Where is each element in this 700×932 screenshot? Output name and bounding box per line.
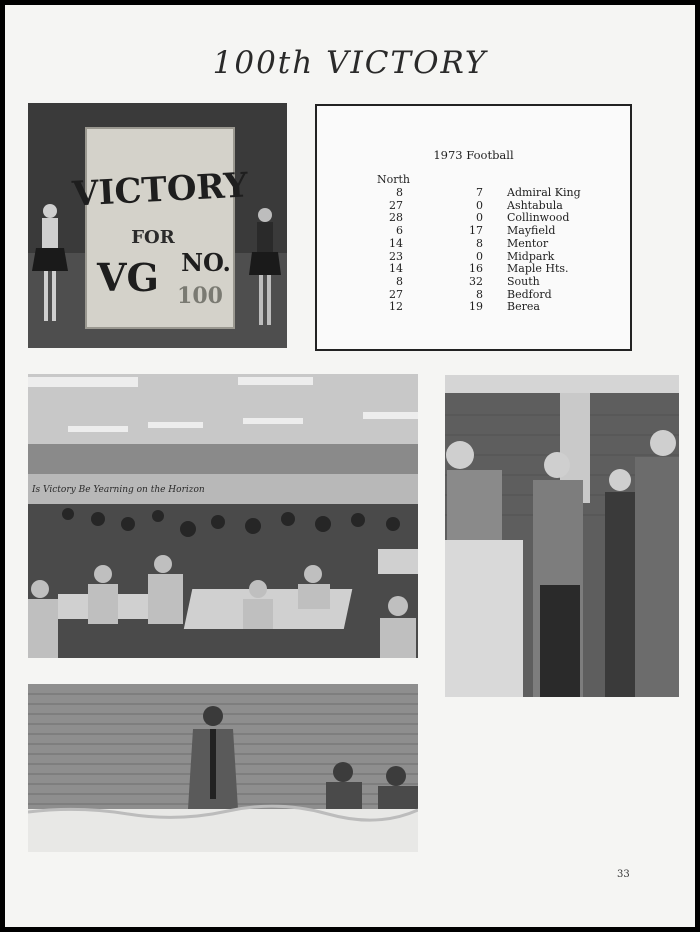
page-number: 33 (617, 869, 630, 880)
opponent-score: 7 (476, 186, 483, 199)
north-score: 8 (396, 274, 403, 288)
score-row (317, 186, 630, 199)
opponent-name: Admiral King (507, 186, 581, 199)
banner-text-victory: VICTORY (71, 165, 249, 215)
north-score: 6 (396, 224, 403, 238)
opponent-score: 32 (469, 274, 483, 288)
score-row (317, 211, 630, 224)
cafeteria-wall-banner: Is Victory Be Yearning on the Horizon (32, 485, 205, 495)
opponent-score: 0 (476, 249, 483, 263)
score-table-heading: 1973 Football (433, 148, 514, 162)
north-score: 12 (389, 300, 403, 314)
hallway-photo (445, 375, 679, 697)
score-row (317, 224, 630, 237)
banner-photo (28, 103, 287, 348)
score-row (317, 275, 630, 288)
page-title: 100th VICTORY (212, 45, 488, 81)
north-score: 27 (389, 198, 403, 212)
opponent-name: Maple Hts. (507, 262, 569, 276)
speaker-photo (28, 684, 418, 852)
banner-text-vg: VG (97, 255, 159, 300)
opponent-name: Mayfield (507, 224, 556, 238)
north-score: 27 (389, 287, 403, 301)
north-score: 14 (389, 236, 403, 250)
opponent-name: Ashtabula (507, 198, 563, 212)
score-row (317, 262, 630, 275)
opponent-name: Berea (507, 300, 540, 314)
opponent-name: Bedford (507, 287, 552, 301)
north-score: 23 (389, 249, 403, 263)
opponent-score: 0 (476, 211, 483, 225)
north-column-header: North (377, 173, 411, 186)
cafeteria-photo (28, 374, 418, 658)
opponent-score: 8 (476, 236, 483, 250)
score-row (317, 300, 630, 313)
opponent-score: 8 (476, 287, 483, 301)
opponent-score: 0 (476, 198, 483, 212)
banner-text-for: FOR (131, 227, 175, 248)
north-score: 28 (389, 211, 403, 225)
opponent-score: 17 (469, 224, 483, 238)
opponent-name: Midpark (507, 249, 555, 263)
score-row (317, 237, 630, 250)
north-score: 14 (389, 262, 403, 276)
north-score: 8 (396, 186, 403, 199)
opponent-name: South (507, 274, 540, 288)
score-row (317, 199, 630, 212)
banner-text-no: NO. (181, 248, 231, 277)
score-row (317, 250, 630, 263)
opponent-score: 16 (469, 262, 483, 276)
opponent-score: 19 (469, 300, 483, 314)
opponent-name: Mentor (507, 236, 549, 250)
opponent-name: Collinwood (507, 211, 570, 225)
score-table (315, 104, 632, 351)
score-row (317, 288, 630, 301)
banner-text-100: 100 (177, 283, 223, 309)
